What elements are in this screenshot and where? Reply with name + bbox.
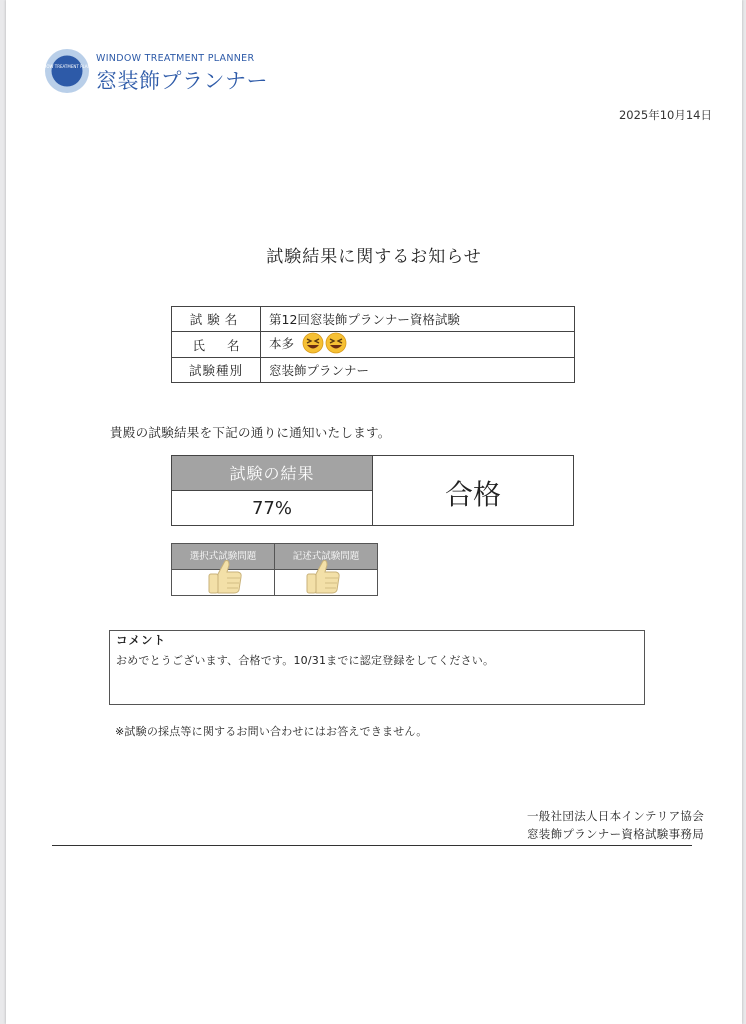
exam-name-label: 試験名 <box>172 307 261 332</box>
document-page <box>6 0 742 1024</box>
exam-type-value: 窓装飾プランナー <box>261 358 575 383</box>
exam-type-label: 試験種別 <box>172 358 261 383</box>
subject-results <box>171 543 378 596</box>
name-value <box>261 332 575 358</box>
organization-name: 一般社団法人日本インテリア協会 <box>527 809 704 823</box>
exam-name-value: 第12回窓装飾プランナー資格試験 <box>261 307 575 332</box>
subject-choice-label: 選択式試験問題 <box>172 544 274 570</box>
name-label: 氏名 <box>172 332 261 358</box>
comment-text: おめでとうございます、合格です。10/31までに認定登録をしてください。 <box>116 654 495 667</box>
table-row <box>172 332 575 358</box>
organization <box>527 807 704 843</box>
table-row <box>172 358 575 383</box>
exam-info-table <box>171 306 575 383</box>
logo-title-en: WINDOW TREATMENT PLANNER <box>96 53 255 64</box>
footer-divider <box>52 845 692 846</box>
name-text: 本多 <box>269 336 295 351</box>
subject-written <box>275 544 377 595</box>
notice-text: 貴殿の試験結果を下記の通りに通知いたします。 <box>110 425 391 440</box>
inquiry-note: ※試験の採点等に関するお問い合わせにはお答えできません。 <box>115 725 428 738</box>
svg-text:WINDOW TREATMENT PLANNER: WINDOW TREATMENT PLANNER <box>35 64 99 69</box>
logo-badge-icon <box>35 48 99 94</box>
issue-date: 2025年10月14日 <box>618 108 712 122</box>
comment-label: コメント <box>116 633 166 647</box>
comment-box <box>109 630 645 705</box>
organization-office: 窓装飾プランナー資格試験事務局 <box>527 827 704 841</box>
subject-choice <box>172 544 275 595</box>
logo-title-jp: 窓装飾プランナー <box>96 69 268 93</box>
result-status: 合格 <box>444 478 501 511</box>
table-row <box>172 307 575 332</box>
page-title: 試験結果に関するお知らせ <box>266 247 482 267</box>
result-percent: 77% <box>172 491 373 525</box>
grinning-squint-emoji-icon <box>302 332 348 357</box>
result-header: 試験の結果 <box>172 456 373 491</box>
result-box <box>171 455 574 526</box>
subject-written-label: 記述式試験問題 <box>275 544 377 570</box>
thumbs-up-icon <box>205 556 245 596</box>
logo <box>35 48 304 98</box>
thumbs-up-icon <box>303 556 343 596</box>
